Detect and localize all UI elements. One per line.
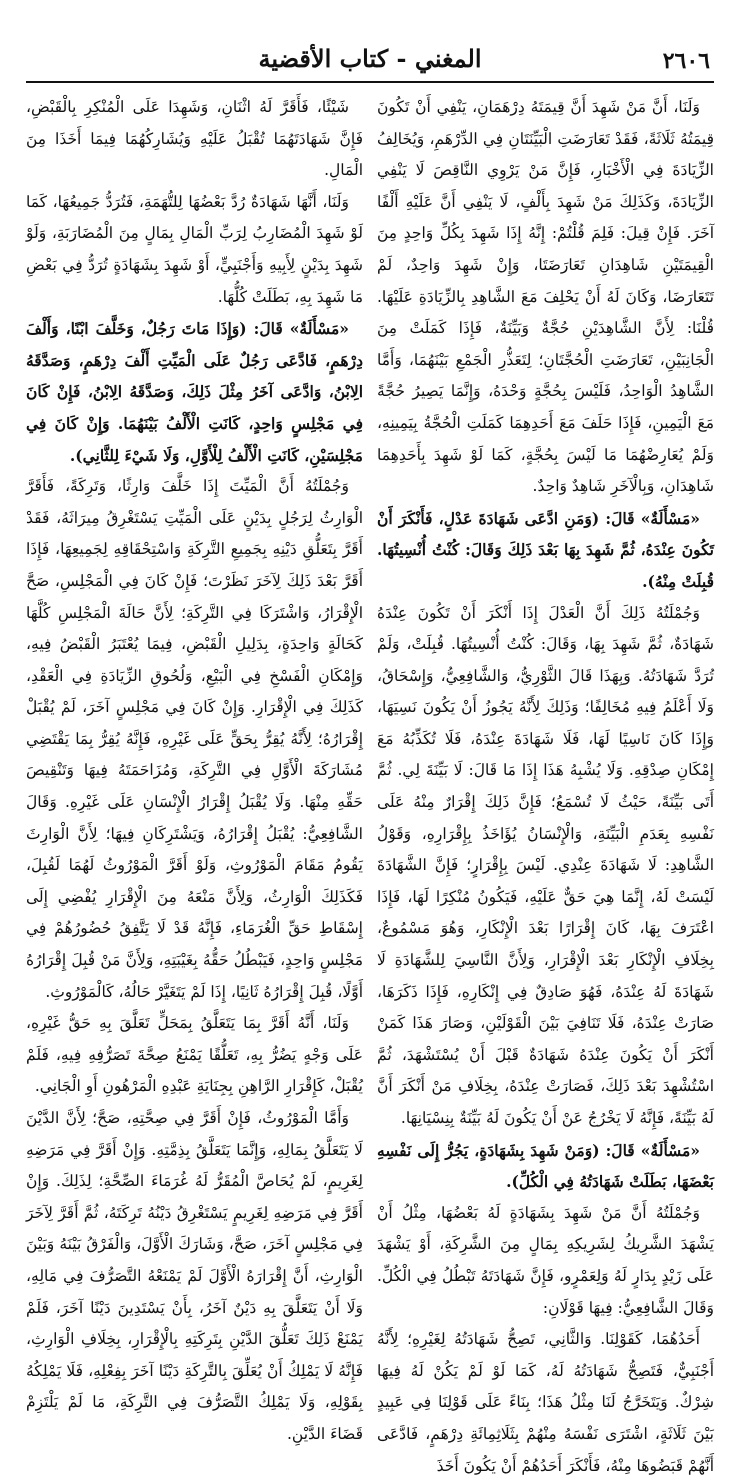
- text-columns: [26, 92, 714, 1475]
- left-column: [26, 92, 363, 1443]
- issue-heading: «مَسْأَلَةٌ» قَالَ: (وَمَنْ شَهِدَ بِشَهَادَةٍ، يَجُرُّ إِلَى نَفْسِهِ بَعْضَهَا، بَطَلَتْ شَهَادَتُهُ فِي الْكُلِّ).: [377, 1140, 714, 1192]
- paragraph: وَلَنَا، أَنَّ مَنْ شَهِدَ أَنَّ قِيمَتَهُ دِرْهَمَانِ، يَنْفِي أَنْ تَكُونَ قِيمَتُهُ ثَلَاثَةً، فَقَدْ تَعَارَضَتِ الْبَيِّنَتَانِ فِي الدِّرْهَمِ، وَيُخَالِفُ الزِّيَادَةَ فِي الْأَخْبَارِ، فَإِنَّ مَنْ يَرْوِي النَّاقِصَ لَا يَنْفِي الزِّيَادَةَ، وَكَذَلِكَ مَنْ شَهِدَ بِأَلْفٍ، لَا يَنْفِي أَنَّ عَلَيْهِ أَلْفًا آخَرَ. فَإِنْ قِيلَ: فَلِمَ قُلْتُمْ: إِنَّهُ إِذَا شَهِدَ بِكُلِّ وَاحِدٍ مِنَ الْقِيمَتَيْنِ شَاهِدَانِ تَعَارَضَتَا، وَإِنْ شَهِدَ وَاحِدٌ، لَمْ تَتَعَارَضَا، وَكَانَ لَهُ أَنْ يَحْلِفَ مَعَ الشَّاهِدِ بِالزِّيَادَةِ عَلَيْهَا. قُلْنَا: لِأَنَّ الشَّاهِدَيْنِ حُجَّةٌ وَبَيِّنَةٌ، فَإِذَا كَمَلَتْ مِنَ الْجَانِبَيْنِ، تَعَارَضَتِ الْحُجَّتَانِ؛ لِتَعَذُّرِ الْجَمْعِ بَيْنَهُمَا، وَأَمَّا الشَّاهِدُ الْوَاحِدُ، فَلَيْسَ بِحُجَّةٍ وَحْدَهُ، وَإِنَّمَا يَصِيرُ حُجَّةً مَعَ الْيَمِينِ، فَإِذَا حَلَفَ مَعَ أَحَدِهِمَا كَمَلَتِ الْحُجَّةُ بِيَمِينِهِ، وَلَمْ يُعَارِضْهُمَا مَا لَيْسَ بِحُجَّةٍ، كَمَا لَوْ شَهِدَ بِأَحَدِهِمَا شَاهِدَانِ، وَبِالْآخَرِ شَاهِدٌ وَاحِدٌ.: [377, 98, 714, 496]
- issue-heading: «مَسْأَلَةٌ» قَالَ: (وَإِذَا مَاتَ رَجُلٌ، وَخَلَّفَ ابْنًا، وَأَلْفَ دِرْهَمٍ، فَادَّعَى رَجُلٌ عَلَى الْمَيِّتِ أَلْفَ دِرْهَمٍ، وَصَدَّقَهُ الِابْنُ، وَادَّعَى آخَرُ مِثْلَ ذَلِكَ، وَصَدَّقَهُ الِابْنُ، فَإِنْ كَانَ فِي مَجْلِسٍ وَاحِدٍ، كَانَتِ الْأَلْفُ بَيْنَهُمَا. وَإِنْ كَانَ فِي مَجْلِسَيْنِ، كَانَتِ الْأَلْفُ لِلْأَوَّلِ، وَلَا شَيْءَ لِلثَّانِي).: [26, 319, 363, 465]
- paragraph: أَحَدُهُمَا، كَقَوْلِنَا. وَالثَّانِي، تَصِحُّ شَهَادَتُهُ لِغَيْرِهِ؛ لِأَنَّهُ أَجْنَبِيٌّ، فَتَصِحُّ شَهَادَتُهُ لَهُ، كَمَا لَوْ لَمْ يَكُنْ لَهُ فِيهَا شِرْكٌ. وَيَتَخَرَّجُ لَنَا مِثْلُ هَذَا؛ بِنَاءً عَلَى قَوْلِنَا فِي عَبِيدٍ بَيْنَ ثَلَاثَةٍ، اشْتَرَى نَفْسَهُ مِنْهُمْ بِثَلَاثِمِائَةِ دِرْهَمٍ، فَادَّعَى أَنَّهُمْ قَبَضُوهَا مِنْهُ، فَأَنْكَرَ أَحَدُهُمْ أَنْ يَكُونَ أَخَذَ: [377, 1330, 714, 1475]
- paragraph: وَلَنَا، أَنَّهَا شَهَادَةٌ رُدَّ بَعْضُهَا لِلتُّهَمَةِ، فَتُرَدُّ جَمِيعُهَا، كَمَا لَوْ شَهِدَ الْمُضَارِبُ لِرَبِّ الْمَالِ بِمَالٍ مِنَ الْمُضَارَبَةِ، وَلَوْ شَهِدَ بِدَيْنٍ لِأَبِيهِ وَأَجْنَبِيٍّ، أَوْ شَهِدَ بِشَهَادَةٍ تُرَدُّ فِي بَعْضِ مَا شَهِدَ بِهِ، بَطَلَتْ كُلُّهَا.: [26, 192, 363, 306]
- paragraph: وَأَمَّا الْمَوْرُوثُ، فَإِنْ أَقَرَّ فِي صِحَّتِهِ، صَحَّ؛ لِأَنَّ الدَّيْنَ لَا يَتَعَلَّقُ بِمَالِهِ، وَإِنَّمَا يَتَعَلَّقُ بِذِمَّتِهِ. وَإِنْ أَقَرَّ فِي مَرَضِهِ لِغَرِيمٍ، لَمْ يُحَاصَّ الْمُقَرُّ لَهُ غُرَمَاءَ الصِّحَّةِ؛ لِذَلِكَ. وَإِنْ أَقَرَّ فِي مَرَضِهِ لِغَرِيمٍ يَسْتَغْرِقُ دَيْنُهُ تَرِكَتَهُ، ثُمَّ أَقَرَّ لِآخَرَ فِي مَجْلِسٍ آخَرَ، صَحَّ، وَشَارَكَ الْأَوَّلَ، وَالْفَرْقُ بَيْنَهُ وَبَيْنَ الْوَارِثِ، أَنَّ إِقْرَارَهُ الْأَوَّلَ لَمْ يَمْنَعْهُ التَّصَرُّفَ فِي مَالِهِ، وَلَا أَنْ يَتَعَلَّقَ بِهِ دَيْنٌ آخَرُ، بِأَنْ يَسْتَدِينَ دَيْنًا آخَرَ، فَلَمْ يَمْنَعْ ذَلِكَ تَعَلُّقَ الدَّيْنِ بِتَرِكَتِهِ بِالْإِقْرَارِ، بِخِلَافِ الْوَارِثِ، فَإِنَّهُ لَا يَمْلِكُ أَنْ يُعَلِّقَ بِالتَّرِكَةِ دَيْنًا آخَرَ بِفِعْلِهِ، فَلَا يَمْلِكُهُ بِقَوْلِهِ، وَلَا يَمْلِكُ التَّصَرُّفَ فِي التَّرِكَةِ، مَا لَمْ يَلْتَزِمْ قَضَاءَ الدَّيْنِ.: [26, 1109, 363, 1443]
- running-title: المغني - كتاب الأقضية: [258, 44, 482, 73]
- paragraph: وَجُمْلَتُهُ أَنَّ مَنْ شَهِدَ بِشَهَادَةٍ لَهُ بَعْضُهَا، مِثْلُ أَنْ يَشْهَدَ الشَّرِيكُ لِشَرِيكِهِ بِمَالٍ مِنَ الشَّرِكَةِ، أَوْ يَشْهَدَ عَلَى زَيْدٍ بِدَارٍ لَهُ وَلِعَمْرٍو، فَإِنَّ شَهَادَتَهُ تَبْطُلُ فِي الْكُلِّ. وَقَالَ الشَّافِعِيُّ: فِيهَا قَوْلَانِ:: [377, 1203, 714, 1317]
- paragraph: شَيْئًا، فَأَقَرَّ لَهُ اثْنَانِ، وَشَهِدَا عَلَى الْمُنْكِرِ بِالْقَبْضِ، فَإِنَّ شَهَادَتَهُمَا تُقْبَلُ عَلَيْهِ وَيُشَارِكُهُمَا فِيمَا أَخَذَا مِنَ الْمَالِ.: [26, 98, 363, 180]
- paragraph: وَجُمْلَتُهُ أَنَّ الْمَيِّتَ إِذَا خَلَّفَ وَارِثًا، وَتَرِكَةً، فَأَقَرَّ الْوَارِثُ لِرَجُلٍ بِدَيْنٍ عَلَى الْمَيِّتِ يَسْتَغْرِقُ مِيرَاثَهُ، فَقَدْ أَقَرَّ بِتَعَلُّقِ دَيْنِهِ بِجَمِيعِ التَّرِكَةِ وَاسْتِحْقَاقِهِ لِجَمِيعِهَا، فَإِذَا أَقَرَّ بَعْدَ ذَلِكَ لِآخَرَ نَظَرْتَ؛ فَإِنْ كَانَ فِي الْمَجْلِسِ، صَحَّ الْإِقْرَارُ، وَاشْتَرَكَا فِي التَّرِكَةِ؛ لِأَنَّ حَالَةَ الْمَجْلِسِ كُلَّهَا كَحَالَةٍ وَاحِدَةٍ، بِدَلِيلِ الْقَبْضِ، فِيمَا يُعْتَبَرُ الْقَبْضُ فِيهِ، وَإِمْكَانِ الْفَسْخِ فِي الْبَيْعِ، وَلُحُوقِ الزِّيَادَةِ فِي الْعَقْدِ، كَذَلِكَ فِي الْإِقْرَارِ. وَإِنْ كَانَ فِي مَجْلِسٍ آخَرَ، لَمْ يُقْبَلْ إِقْرَارُهُ؛ لِأَنَّهُ يُقِرُّ بِحَقٍّ عَلَى غَيْرِهِ، فَإِنَّهُ يُقِرُّ بِمَا يَقْتَضِي مُشَارَكَةَ الْأَوَّلِ فِي التَّرِكَةِ، وَمُزَاحَمَتَهُ فِيهَا وَتَنْقِيصَ حَقِّهِ مِنْهَا. وَلَا يُقْبَلُ إِقْرَارُ الْإِنْسَانِ عَلَى غَيْرِهِ. وَقَالَ الشَّافِعِيُّ: يُقْبَلُ إِقْرَارُهُ، وَيَشْتَرِكَانِ فِيهَا؛ لِأَنَّ الْوَارِثَ يَقُومُ مَقَامَ الْمَوْرُوثِ، وَلَوْ أَقَرَّ الْمَوْرُوثُ لَهُمَا لَقُبِلَ، فَكَذَلِكَ الْوَارِثُ، وَلِأَنَّ مَنْعَهُ مِنَ الْإِقْرَارِ يُفْضِي إِلَى إِسْقَاطِ حَقِّ الْغُرَمَاءِ، فَإِنَّهُ قَدْ لَا يَتَّفِقُ حُضُورُهُمْ فِي مَجْلِسٍ وَاحِدٍ، فَيَبْطُلُ حَقُّهُ بِغَيْبَتِهِ، وَلِأَنَّ مَنْ قُبِلَ إِقْرَارُهُ أَوَّلًا، قُبِلَ إِقْرَارُهُ ثَانِيًا، إِذَا لَمْ يَتَغَيَّرْ حَالُهُ، كَالْمَوْرُوثِ.: [26, 477, 363, 1001]
- issue-heading: «مَسْأَلَةٌ» قَالَ: (وَمَنِ ادَّعَى شَهَادَةَ عَدْلٍ، فَأَنْكَرَ أَنْ تَكُونَ عِنْدَهُ، ثُمَّ شَهِدَ بِهَا بَعْدَ ذَلِكَ وَقَالَ: كُنْتُ أُنْسِيتُهَا. قُبِلَتْ مِنْهُ).: [377, 508, 714, 591]
- paragraph: وَلَنَا، أَنَّهُ أَقَرَّ بِمَا يَتَعَلَّقُ بِمَحَلٍّ تَعَلَّقَ بِهِ حَقُّ غَيْرِهِ، عَلَى وَجْهٍ يَضُرُّ بِهِ، تَعَلُّقًا يَمْنَعُ صِحَّةَ تَصَرُّفِهِ فِيهِ، فَلَمْ يُقْبَلْ، كَإِقْرَارِ الرَّاهِنِ بِجِنَايَةِ عَبْدِهِ الْمَرْهُونِ أَوِ الْجَانِي.: [26, 1014, 363, 1096]
- paragraph: وَجُمْلَتُهُ ذَلِكَ أَنَّ الْعَدْلَ إِذَا أَنْكَرَ أَنْ تَكُونَ عِنْدَهُ شَهَادَةٌ، ثُمَّ شَهِدَ بِهَا، وَقَالَ: كُنْتُ أُنْسِيتُهَا. قُبِلَتْ، وَلَمْ تُرَدَّ شَهَادَتُهُ. وَبِهَذَا قَالَ الثَّوْرِيُّ، وَالشَّافِعِيُّ، وَإِسْحَاقُ، وَلَا أَعْلَمُ فِيهِ مُخَالِفًا؛ وَذَلِكَ لِأَنَّهُ يَجُوزُ أَنْ يَكُونَ نَسِيَهَا، وَإِذَا كَانَ نَاسِيًا لَهَا، فَلَا شَهَادَةَ عِنْدَهُ، فَلَا تُكَذِّبُهُ مَعَ إِمْكَانِ صِدْقِهِ. وَلَا يُشْبِهُ هَذَا إِذَا مَا قَالَ: لَا بَيِّنَةَ لِي. ثُمَّ أَتَى بَيِّنَةً، حَيْثُ لَا تُسْمَعُ؛ فَإِنَّ ذَلِكَ إِقْرَارٌ مِنْهُ عَلَى نَفْسِهِ بِعَدَمِ الْبَيِّنَةِ، وَالْإِنْسَانُ يُؤَاخَذُ بِإِقْرَارِهِ، وَقَوْلُ الشَّاهِدِ: لَا شَهَادَةَ عِنْدِي. لَيْسَ بِإِقْرَارٍ؛ فَإِنَّ الشَّهَادَةَ لَيْسَتْ لَهُ، إِنَّمَا هِيَ حَقٌّ عَلَيْهِ، فَيَكُونُ مُنْكِرًا لَهَا، فَإِذَا اعْتَرَفَ بِهَا، كَانَ إِقْرَارًا بَعْدَ الْإِنْكَارِ، وَهُوَ مَسْمُوعٌ، بِخِلَافِ الْإِنْكَارِ بَعْدَ الْإِقْرَارِ، وَلِأَنَّ النَّاسِيَ لِلشَّهَادَةِ لَا شَهَادَةَ لَهُ عِنْدَهُ، فَهُوَ صَادِقٌ فِي إِنْكَارِهِ، فَإِذَا ذَكَرَهَا، صَارَتْ عِنْدَهُ، فَلَا تَنَافِيَ بَيْنَ الْقَوْلَيْنِ، وَصَارَ هَذَا كَمَنْ أَنْكَرَ أَنْ يَكُونَ عِنْدَهُ شَهَادَةٌ قَبْلَ أَنْ يُسْتَشْهَدَ، ثُمَّ اسْتُشْهِدَ بَعْدَ ذَلِكَ، فَصَارَتْ عِنْدَهُ، بِخِلَافِ مَنْ أَنْكَرَ أَنَّ لَهُ بَيِّنَةً، فَإِنَّهُ لَا يَخْرُجُ عَنْ أَنْ يَكُونَ لَهُ بَيِّنَةٌ بِنِسْيَانِهَا.: [377, 603, 714, 1127]
- header-rule: [26, 81, 714, 83]
- right-column: [377, 92, 714, 1475]
- page-header: [26, 40, 714, 80]
- page-number: ٢٦٠٦: [662, 48, 710, 74]
